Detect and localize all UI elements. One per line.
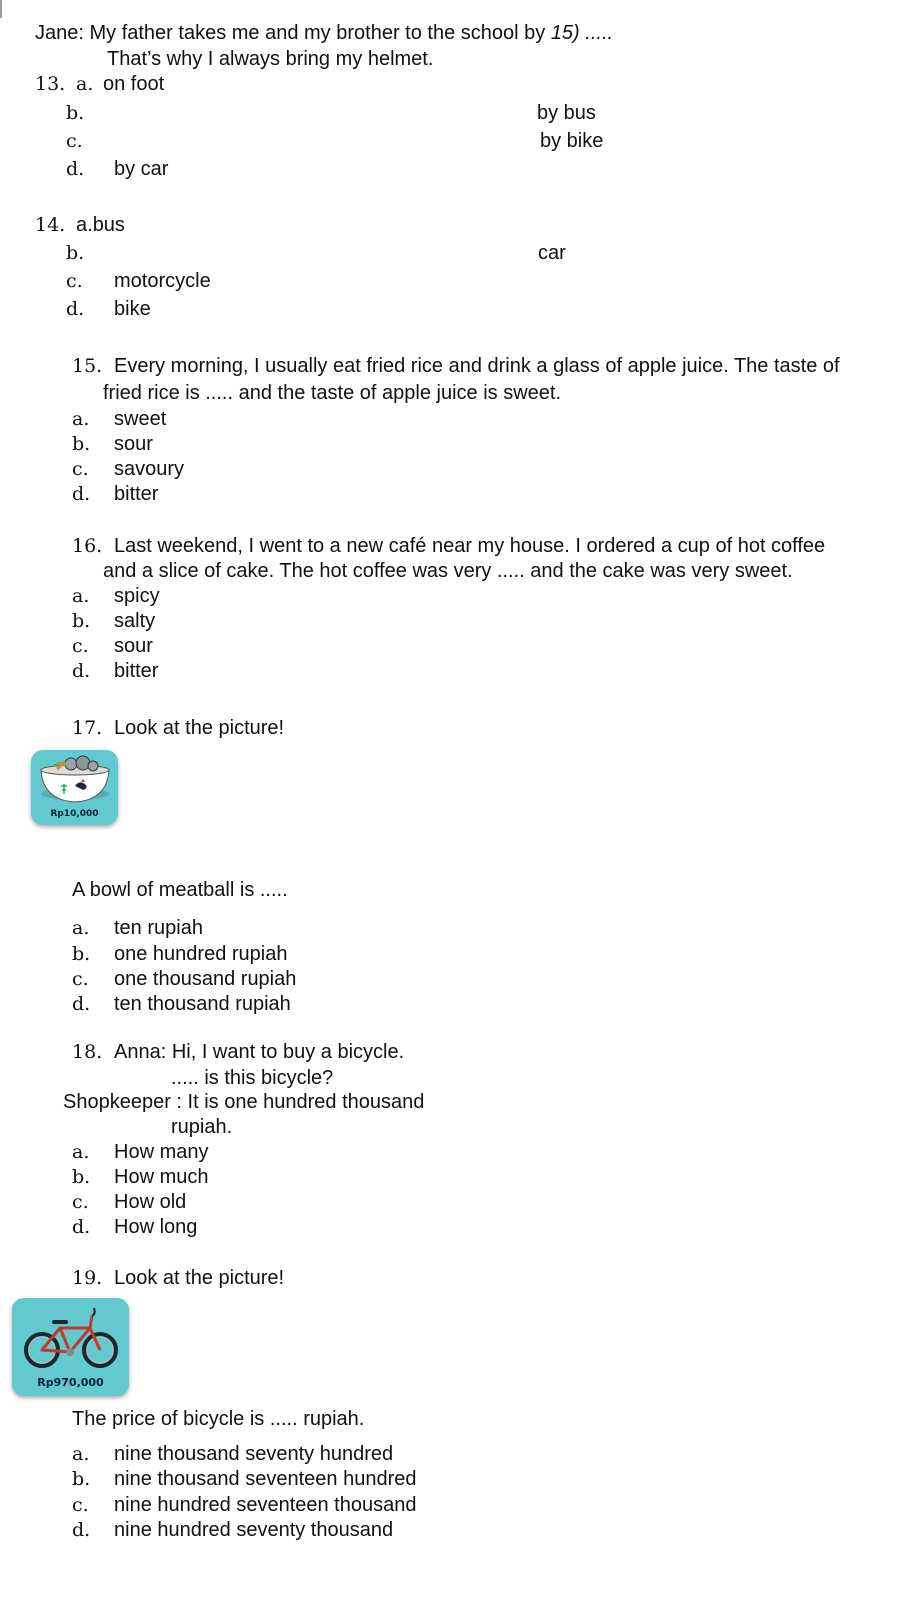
q18-letter-a: a. — [72, 1141, 90, 1163]
q18-letter-c: c. — [72, 1191, 89, 1213]
q14-option-b: car — [538, 242, 566, 264]
q16-line-1: Last weekend, I went to a new café near my house. I ordered a cup of hot coffee — [114, 535, 826, 557]
q16-letter-c: c. — [72, 635, 89, 657]
intro-line-1 — [35, 21, 613, 45]
q15-letter-a: a. — [72, 408, 90, 430]
q16-line-2: and a slice of cake. The hot coffee was very ..... and the cake was very sweet. — [103, 560, 793, 582]
page-edge-mark — [0, 0, 2, 18]
q18-line-2: ..... is this bicycle? — [171, 1067, 334, 1089]
q19-number: 19. — [72, 1267, 103, 1289]
q16-letter-a: a. — [72, 585, 90, 607]
q15-option-b: sour — [114, 433, 153, 455]
q13-option-b: by bus — [537, 102, 596, 124]
q14-option-a — [76, 213, 125, 237]
q19-option-d: nine hundred seventy thousand — [114, 1519, 394, 1541]
q14-option-a-text: bus — [92, 214, 125, 236]
intro-line-2: That’s why I always bring my helmet. — [107, 48, 434, 70]
q17-option-c: one thousand rupiah — [114, 968, 297, 990]
q18-line-3: Shopkeeper : It is one hundred thousand — [63, 1091, 425, 1113]
q14-option-d: bike — [114, 298, 151, 320]
q17-number: 17. — [72, 717, 103, 739]
q17-option-b: one hundred rupiah — [114, 943, 288, 965]
q18-option-b: How much — [114, 1166, 209, 1188]
q13-letter-c: c. — [66, 130, 83, 152]
q19-option-b: nine thousand seventeen hundred — [114, 1468, 417, 1490]
q19-option-c: nine hundred seventeen thousand — [114, 1494, 417, 1516]
q19-option-a: nine thousand seventy hundred — [114, 1443, 394, 1465]
q16-option-b: salty — [114, 610, 156, 632]
q15-option-a: sweet — [114, 408, 167, 430]
q15-line-1: Every morning, I usually eat fried rice and drink a glass of apple juice. The taste of — [114, 355, 840, 377]
bicycle-price: Rp970,000 — [37, 1376, 104, 1389]
q19-question: The price of bicycle is ..... rupiah. — [72, 1408, 365, 1430]
q18-line-4: rupiah. — [171, 1116, 233, 1138]
q13-letter-a: a. — [76, 73, 94, 95]
meatball-picture — [31, 750, 118, 825]
q16-option-d: bitter — [114, 660, 159, 682]
q15-number: 15. — [72, 355, 103, 377]
q14-number: 14. — [35, 214, 66, 236]
q17-prompt: Look at the picture! — [114, 717, 285, 739]
q13-letter-b: b. — [66, 102, 85, 124]
q18-option-d: How long — [114, 1216, 198, 1238]
q14-option-c: motorcycle — [114, 270, 211, 292]
q19-letter-b: b. — [72, 1468, 91, 1490]
q16-option-c: sour — [114, 635, 153, 657]
q17-letter-a: a. — [72, 917, 90, 939]
q15-line-2: fried rice is ..... and the taste of apple juice is sweet. — [103, 382, 562, 404]
q17-option-d: ten thousand rupiah — [114, 993, 291, 1015]
q15-option-c: savoury — [114, 458, 185, 480]
q13-option-c: by bike — [540, 130, 604, 152]
q15-letter-c: c. — [72, 458, 89, 480]
q17-letter-c: c. — [72, 968, 89, 990]
bicycle-picture — [12, 1298, 129, 1396]
q14-letter-d: d. — [66, 298, 85, 320]
q16-number: 16. — [72, 535, 103, 557]
q14-letter-c: c. — [66, 270, 83, 292]
q18-line-1: Anna: Hi, I want to buy a bicycle. — [114, 1041, 405, 1063]
q14-letter-a: a. — [76, 214, 93, 236]
q16-letter-b: b. — [72, 610, 91, 632]
q19-prompt: Look at the picture! — [114, 1267, 285, 1289]
intro-blank: 15) ..... — [550, 22, 614, 44]
q19-letter-d: d. — [72, 1519, 91, 1541]
q19-letter-a: a. — [72, 1443, 90, 1465]
q18-option-a: How many — [114, 1141, 209, 1163]
q14-letter-b: b. — [66, 242, 85, 264]
q16-letter-d: d. — [72, 660, 91, 682]
q17-letter-d: d. — [72, 993, 91, 1015]
q13-option-a: on foot — [103, 73, 165, 95]
q17-option-a: ten rupiah — [114, 917, 203, 939]
q15-option-d: bitter — [114, 483, 159, 505]
q15-letter-b: b. — [72, 433, 91, 455]
q18-letter-d: d. — [72, 1216, 91, 1238]
q17-letter-b: b. — [72, 943, 91, 965]
q18-letter-b: b. — [72, 1166, 91, 1188]
q19-letter-c: c. — [72, 1494, 89, 1516]
q13-letter-d: d. — [66, 158, 85, 180]
q17-question: A bowl of meatball is ..... — [72, 879, 288, 901]
q18-number: 18. — [72, 1041, 103, 1063]
q16-option-a: spicy — [114, 585, 160, 607]
q18-option-c: How old — [114, 1191, 187, 1213]
intro-line-1-text: Jane: My father takes me and my brother to the school by — [35, 22, 551, 44]
q13-option-d: by car — [114, 158, 169, 180]
q15-letter-d: d. — [72, 483, 91, 505]
q13-number: 13. — [35, 73, 66, 95]
meatball-price: Rp10,000 — [50, 809, 99, 819]
